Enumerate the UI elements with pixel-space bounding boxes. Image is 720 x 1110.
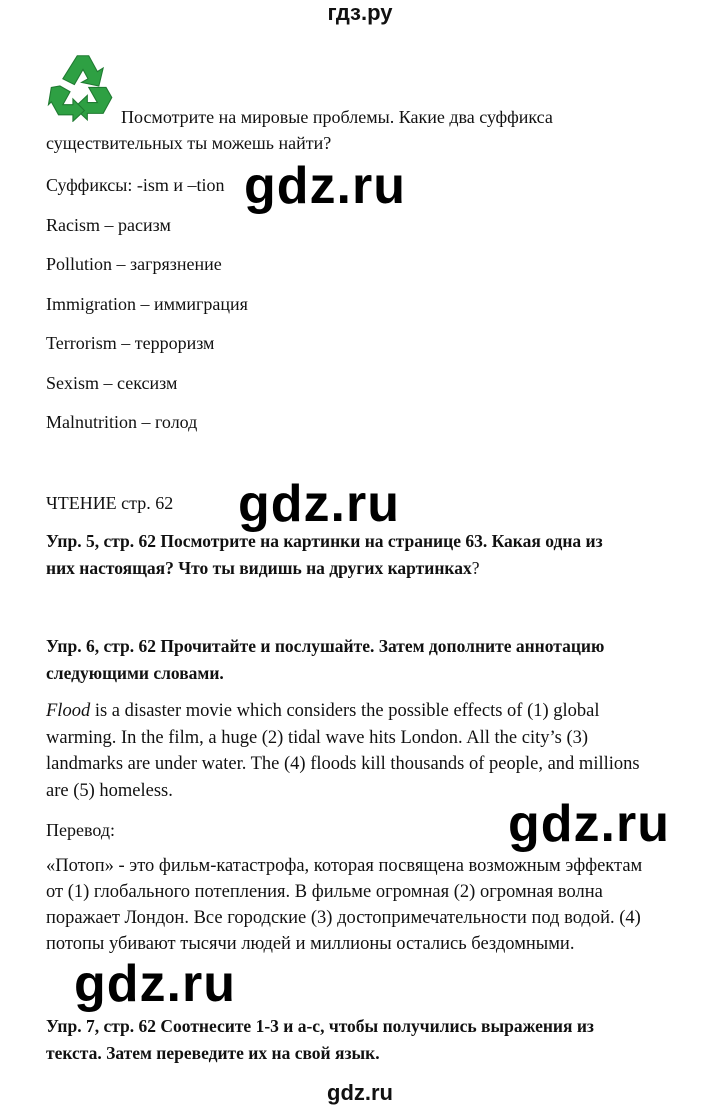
intro-line-2: существительных ты можешь найти? — [46, 133, 332, 153]
watermark: gdz.ru — [244, 157, 406, 215]
recycle-icon — [46, 50, 120, 122]
translation-label: Перевод: — [46, 820, 115, 840]
word-item: Terrorism – терроризм — [46, 333, 215, 353]
exercise-6-heading: Упр. 6, стр. 62 Прочитайте и послушайте. Затем дополните аннотацию следующими словами. — [46, 636, 605, 683]
site-footer: gdz.ru — [327, 1080, 393, 1105]
word-item: Malnutrition – голод — [46, 412, 198, 432]
word-item: Pollution – загрязнение — [46, 254, 222, 274]
watermark: gdz.ru — [508, 795, 670, 853]
exercise-5-heading: Упр. 5, стр. 62 Посмотрите на картинки на странице 63. Какая одна из них настоящая? Что ты видишь на других картинках? — [46, 531, 603, 578]
exercise-7-heading: Упр. 7, стр. 62 Соотнесите 1-3 и a-c, чтобы получились выражения из текста. Затем переведите их на свой язык. — [46, 1016, 594, 1063]
site-header: гдз.ру — [327, 0, 393, 25]
english-paragraph: Flood is a disaster movie which considers the possible effects of (1) global warming. In the film, a huge (2) tidal wave hits London. All the city’s (3) landmarks are under water. The (4) floods kill thousands of people, and millions are (5) homeless. — [46, 701, 640, 801]
word-item: Racism – расизм — [46, 215, 171, 235]
translation-paragraph: «Потоп» - это фильм-катастрофа, которая посвящена возможным эффектам от (1) глобального потепления. В фильме огромная (2) огромная волна поражает Лондон. Все городские (3) достопримечательности под водой. (4) потопы убивают тысячи людей и миллионы остались бездомными. — [46, 856, 643, 954]
suffixes-line: Суффиксы: -ism и –tion — [46, 175, 225, 195]
word-item: Sexism – сексизм — [46, 373, 178, 393]
watermark: gdz.ru — [238, 475, 400, 533]
watermark: gdz.ru — [74, 955, 236, 1013]
word-item: Immigration – иммиграция — [46, 294, 248, 314]
reading-heading: ЧТЕНИЕ стр. 62 — [46, 493, 174, 513]
intro-line-1: Посмотрите на мировые проблемы. Какие два суффикса — [121, 107, 553, 127]
